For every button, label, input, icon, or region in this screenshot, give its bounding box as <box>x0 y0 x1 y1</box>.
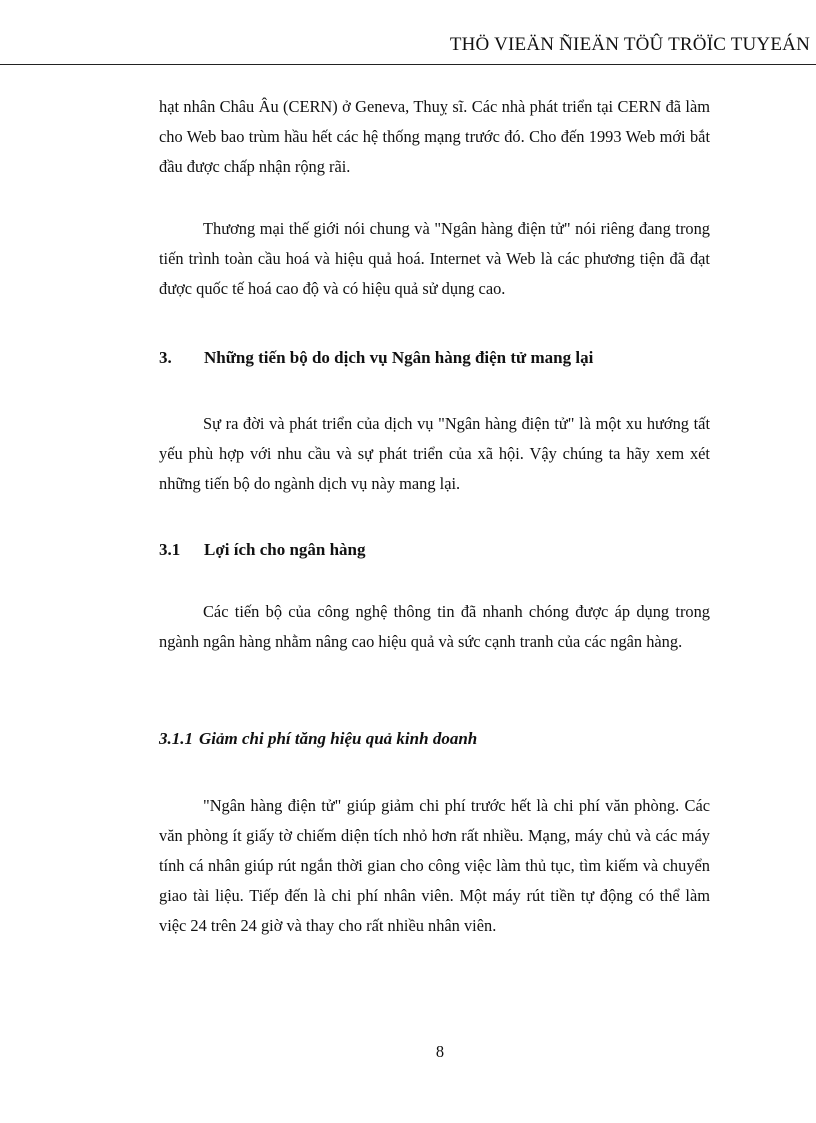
section-title: Giảm chi phí tăng hiệu quả kinh doanh <box>199 729 478 748</box>
page-number: 8 <box>435 1042 445 1061</box>
paragraph-ebanking-trend: Sự ra đời và phát triển của dịch vụ "Ngân hàng điện tử" là một xu hướng tất yếu phù hợp với nhu cầu và sự phát triển của xã hội. Vậy chúng ta hãy xem xét những tiến bộ do ngành dịch vụ này mang lại. <box>159 414 710 493</box>
running-header: THÖ VIEÄN ÑIEÄN TÖÛ TRÖÏC TUYEÁN <box>449 34 810 55</box>
header-rule <box>0 64 816 65</box>
section-title: Lợi ích cho ngân hàng <box>204 540 366 559</box>
paragraph-cost-reduction: "Ngân hàng điện tử" giúp giảm chi phí trước hết là chi phí văn phòng. Các văn phòng ít giấy tờ chiếm diện tích nhỏ hơn rất nhiều. Mạng, máy chủ và các máy tính cá nhân giúp rút ngắn thời gian cho công việc làm thủ tục, tìm kiếm và chuyển giao tài liệu. Tiếp đến là chi phí nhân viên. Một máy rút tiền tự động có thể làm việc 24 trên 24 giờ và thay cho rất nhiều nhân viên. <box>159 796 710 935</box>
paragraph-it-progress: Các tiến bộ của công nghệ thông tin đã nhanh chóng được áp dụng trong ngành ngân hàng nhằm nâng cao hiệu quả và sức cạnh tranh của các ngân hàng. <box>159 602 710 651</box>
section-number: 3.1 <box>159 540 181 559</box>
section-heading-3 <box>159 348 593 368</box>
section-title: Những tiến bộ do dịch vụ Ngân hàng điện tử mang lại <box>204 348 594 367</box>
section-number: 3.1.1 <box>159 729 193 748</box>
paragraph-cern-web: hạt nhân Châu Âu (CERN) ở Geneva, Thuỵ sĩ. Các nhà phát triển tại CERN đã làm cho Web bao trùm hầu hết các hệ thống mạng trước đó. Cho đến 1993 Web mới bắt đầu được chấp nhận rộng rãi. <box>159 97 710 176</box>
section-heading-3-1 <box>159 540 366 560</box>
section-number: 3. <box>159 348 172 367</box>
paragraph-global-commerce: Thương mại thế giới nói chung và "Ngân hàng điện tử" nói riêng đang trong tiến trình toàn cầu hoá và hiệu quả hoá. Internet và Web là các phương tiện đã đạt được quốc tế hoá cao độ và có hiệu quả sử dụng cao. <box>159 219 710 298</box>
section-heading-3-1-1 <box>159 729 477 749</box>
